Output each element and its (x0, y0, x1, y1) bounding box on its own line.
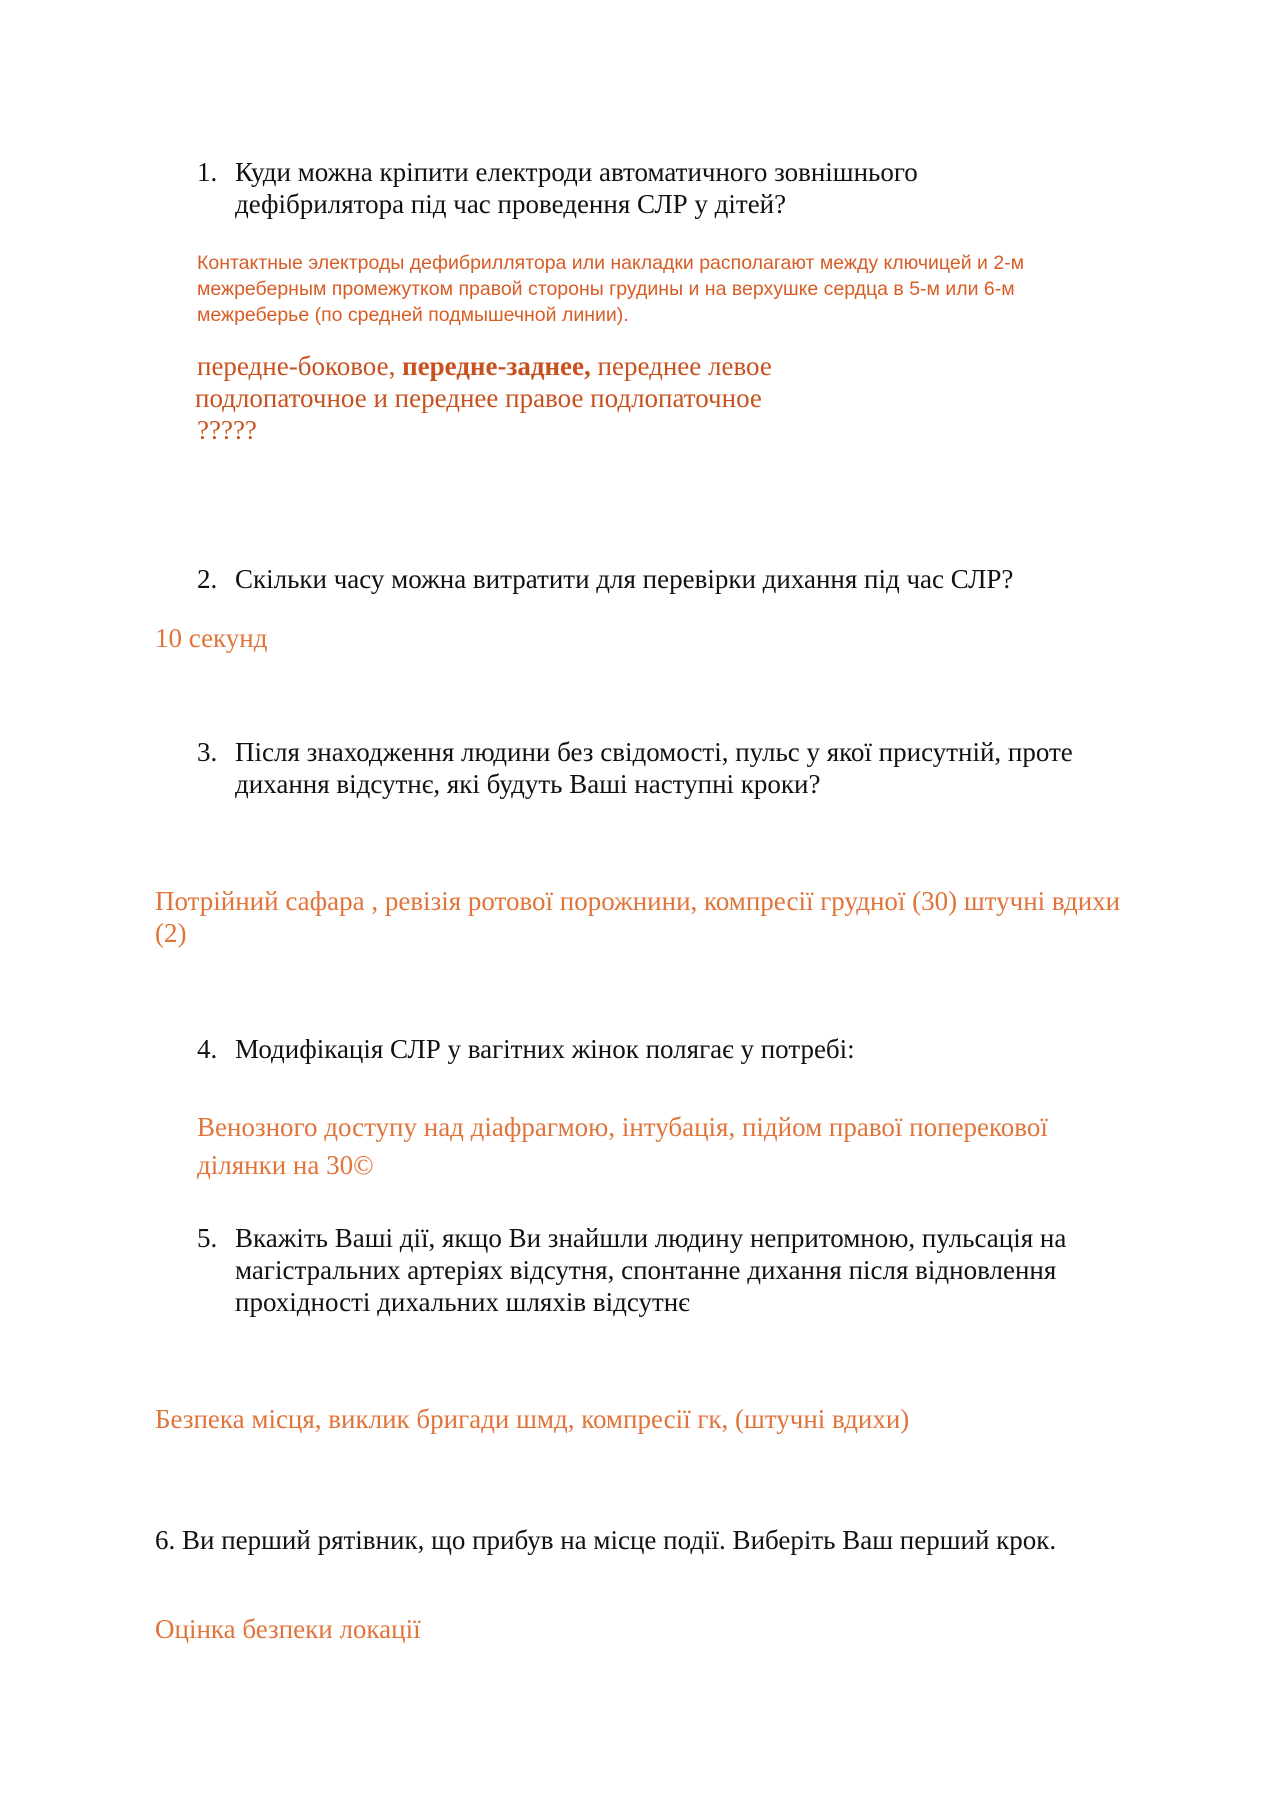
question-2-text: Скільки часу можна витратити для перевірки дихання під час СЛР? (235, 564, 1014, 594)
question-5 (197, 1222, 1147, 1318)
question-6: 6. Ви перший рятівник, що прибув на місце події. Виберіть Ваш перший крок. (155, 1525, 1057, 1555)
answer-1-line-2: подлопаточное и переднее правое подлопаточное (195, 383, 762, 413)
question-4-number: 4. (197, 1034, 218, 1064)
answer-1-note: Контактные электроды дефибриллятора или накладки располагают между ключицей и 2-м межреберным промежутком правой стороны грудины и на верхушке сердца в 5-м или 6-м межреберье (по средней подмышечной линии). (197, 252, 1025, 326)
answer-5: Безпека місця, виклик бригади шмд, компресії гк, (штучні вдихи) (155, 1404, 910, 1434)
answer-6: Оцінка безпеки локації (155, 1614, 421, 1644)
answer-1-part-2: переднее левое (590, 351, 772, 381)
question-3-number: 3. (197, 737, 218, 767)
answer-1-part-1: передне-боковое, (197, 351, 403, 381)
answer-1-bold: передне-заднее, (402, 351, 591, 381)
answer-1-line-3: ????? (197, 415, 257, 445)
question-4-text: Модифікація СЛР у вагітних жінок полягає у потребі: (235, 1034, 855, 1064)
question-1 (197, 156, 1077, 220)
question-3 (197, 736, 1077, 800)
answer-4: Венозного доступу над діафрагмою, інтубація, підйом правої поперекової ділянки на 30© (197, 1112, 1048, 1180)
question-1-text: Куди можна кріпити електроди автоматичного зовнішнього дефібрилятора під час проведення СЛР у дітей? (235, 157, 918, 219)
question-3-text: Після знаходження людини без свідомості, пульс у якої присутній, проте дихання відсутнє, які будуть Ваші наступні кроки? (235, 737, 1073, 799)
question-4 (197, 1033, 1077, 1065)
question-5-text: Вкажіть Ваші дії, якщо Ви знайшли людину непритомною, пульсація на магістральних артеріях відсутня, спонтанне дихання після відновлення прохідності дихальних шляхів відсутнє (235, 1223, 1067, 1317)
question-1-number: 1. (197, 157, 218, 187)
answer-1-line-1 (197, 350, 877, 382)
question-5-number: 5. (197, 1223, 218, 1253)
answer-2: 10 секунд (155, 623, 268, 653)
answer-3: Потрійний сафара , ревізія ротової порожнини, компресії грудної (30) штучні вдихи (2) (155, 886, 1121, 948)
question-2 (197, 563, 1097, 595)
answer-1-options (197, 350, 877, 446)
question-2-number: 2. (197, 564, 218, 594)
